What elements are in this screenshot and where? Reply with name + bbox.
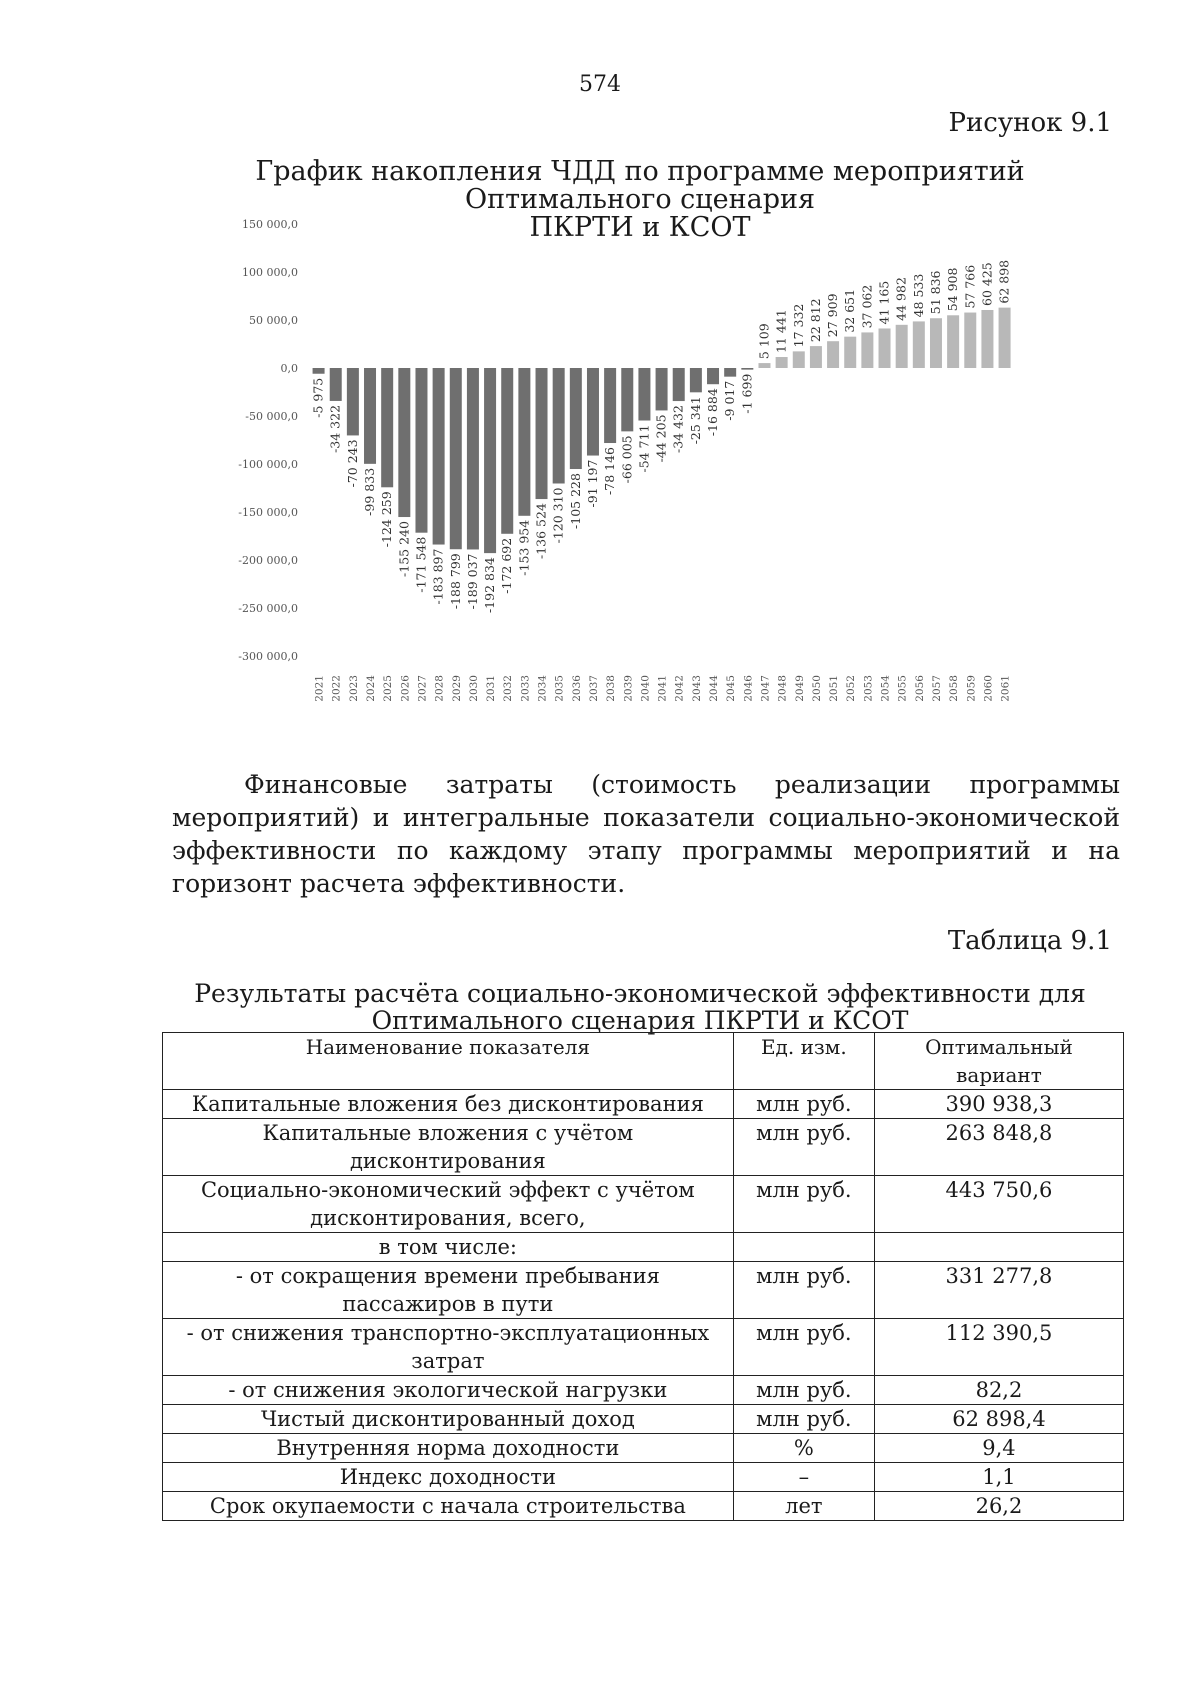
bar [638,368,650,421]
cell-indicator: - от сокращения времени пребывания пассажиров в пути [163,1262,734,1319]
cell-indicator: Капитальные вложения с учётом дисконтирования [163,1119,734,1176]
x-tick-label: 2026 [399,675,412,702]
x-tick-label: 2039 [622,675,635,702]
data-label: 54 908 [945,267,961,312]
cell-indicator: Чистый дисконтированный доход [163,1405,734,1434]
x-tick-label: 2043 [690,675,703,702]
data-label: 51 836 [927,270,943,315]
cell-unit: млн руб. [733,1405,874,1434]
cell-unit: млн руб. [733,1119,874,1176]
x-tick-label: 2027 [416,675,429,702]
bar [827,341,839,368]
y-tick-label: -250 000,0 [238,602,298,615]
y-tick-label: 50 000,0 [249,314,298,327]
body-paragraph: Финансовые затраты (стоимость реализации программы мероприятий) и интегральные показатели социально-экономической эффективности по каждому этапу программы мероприятий и на горизонт расчета эффективности. [172,770,1120,898]
x-tick-label: 2047 [759,675,772,702]
data-label: -120 310 [550,487,566,544]
bar [587,368,599,456]
data-label: -16 884 [705,388,721,437]
table-row [163,1090,1124,1119]
cell-indicator: Индекс доходности [163,1463,734,1492]
x-tick-label: 2036 [570,675,583,702]
table-row [163,1233,1124,1262]
bar [776,357,788,368]
data-label: -91 197 [584,459,600,508]
data-label: 60 425 [979,262,995,306]
x-tick-label: 2040 [639,675,652,702]
cell-value: 443 750,6 [874,1176,1123,1233]
x-tick-label: 2032 [502,675,515,702]
cell-indicator: Внутренняя норма доходности [163,1434,734,1463]
x-tick-label: 2033 [519,675,532,702]
bar [793,351,805,368]
data-label: -34 432 [670,405,686,454]
figure-label: Рисунок 9.1 [948,108,1112,138]
y-tick-label: 0,0 [280,362,298,375]
cell-indicator: Социально-экономический эффект с учётом дисконтирования, всего, [163,1176,734,1233]
bar [981,310,993,368]
data-label: -153 954 [516,519,532,576]
y-tick-label: -50 000,0 [245,410,298,423]
x-tick-label: 2022 [330,675,343,702]
bar [930,318,942,368]
x-tick-label: 2025 [382,675,395,702]
cell-unit: млн руб. [733,1090,874,1119]
cell-unit: млн руб. [733,1319,874,1376]
data-label: -54 711 [636,424,652,473]
data-label: 41 165 [876,280,892,325]
x-tick-label: 2059 [965,675,978,702]
cell-value: 390 938,3 [874,1090,1123,1119]
cell-unit: млн руб. [733,1262,874,1319]
cell-indicator: в том числе: [163,1233,734,1262]
bar [501,368,513,534]
x-tick-label: 2056 [913,675,926,702]
data-label: -78 146 [602,447,618,495]
data-label: -183 897 [430,548,446,605]
table-row [163,1463,1124,1492]
table-row [163,1405,1124,1434]
header-indicator: Наименование показателя [163,1033,734,1090]
cell-value: 62 898,4 [874,1405,1123,1434]
cell-value: 112 390,5 [874,1319,1123,1376]
cell-indicator: - от снижения транспортно-эксплуатационных затрат [163,1319,734,1376]
cell-unit: млн руб. [733,1176,874,1233]
page-number: 574 [579,72,621,97]
data-label: -99 833 [362,467,378,516]
bar [433,368,445,545]
cell-value: 9,4 [874,1434,1123,1463]
x-tick-label: 2041 [656,675,669,702]
bar [690,368,702,392]
x-tick-label: 2024 [365,675,378,702]
data-label: -172 692 [499,537,515,594]
data-label: 22 812 [807,298,823,343]
cell-value: 331 277,8 [874,1262,1123,1319]
data-label: -192 834 [482,557,498,614]
bar [553,368,565,483]
bar [879,328,891,368]
bar [947,315,959,368]
cell-value: 263 848,8 [874,1119,1123,1176]
bar [398,368,410,517]
cell-indicator: Капитальные вложения без дисконтирования [163,1090,734,1119]
table-row [163,1176,1124,1233]
table-title [160,980,1120,1034]
bar [964,313,976,368]
y-tick-label: -150 000,0 [238,506,298,519]
data-label: -189 037 [464,553,480,610]
bar [604,368,616,443]
figure-title-line2: ПКРТИ и КСОТ [529,212,751,243]
x-tick-label: 2042 [673,675,686,702]
cell-indicator: Срок окупаемости с начала строительства [163,1492,734,1521]
table-row [163,1376,1124,1405]
cell-value: 1,1 [874,1463,1123,1492]
cell-unit: – [733,1463,874,1492]
x-tick-label: 2057 [930,675,943,702]
bar [758,363,770,368]
bar [656,368,668,410]
bar [381,368,393,487]
x-tick-label: 2051 [828,675,841,702]
data-label: 37 062 [859,284,875,329]
x-tick-label: 2034 [536,675,549,702]
data-label: -155 240 [396,521,412,577]
x-tick-label: 2035 [553,675,566,702]
bar [450,368,462,549]
bar [673,368,685,401]
x-tick-label: 2054 [879,675,892,702]
header-optimal: Оптимальный вариант [874,1033,1123,1090]
data-label: 11 441 [773,309,789,354]
x-tick-label: 2037 [587,675,600,702]
bar [484,368,496,553]
bar [724,368,736,377]
table-header-row [163,1033,1124,1090]
data-label: -25 341 [687,396,703,445]
bar [621,368,633,431]
data-label: -124 259 [379,491,395,548]
bar [913,321,925,368]
table-row [163,1262,1124,1319]
x-tick-label: 2049 [793,675,806,702]
bar [570,368,582,469]
x-tick-label: 2029 [450,675,463,702]
x-tick-label: 2021 [313,675,326,702]
x-tick-label: 2023 [347,675,360,702]
bar [467,368,479,549]
bar [707,368,719,384]
data-label: 48 533 [910,273,926,318]
data-label: 27 909 [825,293,841,338]
data-label: -66 005 [619,435,635,484]
data-label: -188 799 [447,553,463,610]
data-label: -1 699 [739,373,755,414]
data-label: 5 109 [756,323,772,360]
data-label: -105 228 [567,473,583,529]
bar [810,346,822,368]
y-tick-label: 150 000,0 [242,218,298,231]
table-title-line2: Оптимального сценария ПКРТИ и КСОТ [371,1006,909,1035]
bar [415,368,427,533]
table-row [163,1492,1124,1521]
bar [347,368,359,435]
data-label: 57 766 [962,264,978,309]
y-tick-label: 100 000,0 [242,266,298,279]
header-unit: Ед. изм. [733,1033,874,1090]
bar [861,332,873,368]
x-tick-label: 2050 [810,675,823,702]
cell-value: 82,2 [874,1376,1123,1405]
y-tick-label: -300 000,0 [238,650,298,663]
cell-indicator: - от снижения экологической нагрузки [163,1376,734,1405]
x-tick-label: 2052 [845,675,858,702]
x-tick-label: 2061 [999,675,1012,702]
data-label: 32 651 [842,288,858,333]
figure-title-line1: График накопления ЧДД по программе мероприятий Оптимального сценария [255,156,1025,215]
cell-unit: лет [733,1492,874,1521]
x-tick-label: 2058 [948,675,961,702]
x-tick-label: 2031 [485,675,498,702]
cell-unit: % [733,1434,874,1463]
x-tick-label: 2060 [982,675,995,702]
cell-value [874,1233,1123,1262]
y-tick-label: -100 000,0 [238,458,298,471]
table-row [163,1319,1124,1376]
bar [741,368,753,370]
data-label: -9 017 [722,380,738,421]
x-tick-label: 2046 [742,675,755,702]
bar [364,368,376,464]
results-table [162,1032,1124,1521]
bar [330,368,342,401]
x-tick-label: 2045 [725,675,738,702]
data-label: 17 332 [790,303,806,348]
table-label: Таблица 9.1 [947,926,1112,956]
cell-unit [733,1233,874,1262]
bar [518,368,530,516]
x-tick-label: 2055 [896,675,909,702]
data-label: -5 975 [310,377,326,418]
cell-unit: млн руб. [733,1376,874,1405]
table-row [163,1119,1124,1176]
x-tick-label: 2028 [433,675,446,702]
bar [896,325,908,368]
data-label: -171 548 [413,536,429,593]
table-row [163,1434,1124,1463]
bar [536,368,548,499]
data-label: -44 205 [653,414,669,463]
bar [313,368,325,374]
x-tick-label: 2030 [467,675,480,702]
data-label: 44 982 [893,277,909,321]
npv-accumulation-chart [200,200,1100,740]
data-label: -136 524 [533,503,549,559]
x-tick-label: 2048 [776,675,789,702]
bar [999,308,1011,368]
x-tick-label: 2053 [862,675,875,702]
x-tick-label: 2038 [605,675,618,702]
table-title-line1: Результаты расчёта социально-экономической эффективности для [194,979,1086,1008]
bar [844,337,856,368]
data-label: -70 243 [344,439,360,488]
cell-value: 26,2 [874,1492,1123,1521]
x-tick-label: 2044 [708,675,721,702]
data-label: -34 322 [327,404,343,453]
data-label: 62 898 [996,259,1012,304]
y-tick-label: -200 000,0 [238,554,298,567]
